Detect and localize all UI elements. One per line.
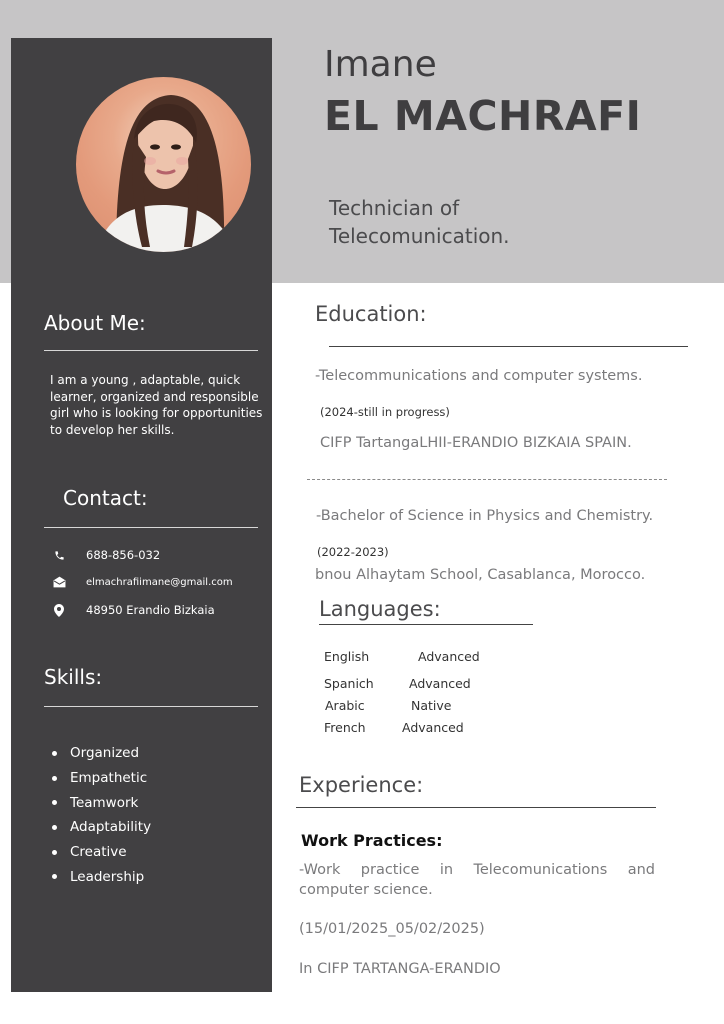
bullet-icon bbox=[52, 825, 57, 830]
contact-address-row bbox=[50, 603, 215, 617]
skill-item bbox=[52, 840, 151, 865]
education-period-1: (2024-still in progress) bbox=[320, 405, 450, 419]
bullet-icon bbox=[52, 751, 57, 756]
about-divider bbox=[44, 350, 258, 351]
experience-subheading: Work Practices: bbox=[301, 831, 443, 850]
language-row bbox=[324, 720, 464, 735]
experience-divider bbox=[296, 807, 656, 808]
language-name: Arabic bbox=[325, 698, 365, 713]
job-title-line-2: Telecomunication. bbox=[329, 224, 510, 248]
envelope-open-icon bbox=[50, 575, 68, 589]
language-level: Native bbox=[411, 698, 452, 713]
skill-item bbox=[52, 741, 151, 766]
job-title-line-1: Technician of bbox=[329, 196, 460, 220]
contact-heading: Contact: bbox=[63, 486, 148, 510]
about-heading: About Me: bbox=[44, 311, 146, 335]
about-text: I am a young , adaptable, quick learner, organized and responsible girl who is looking for opportunities to develop her skills. bbox=[50, 373, 263, 437]
experience-description: -Work practice in Telecomunications and computer science. bbox=[299, 862, 655, 898]
phone-icon bbox=[50, 548, 68, 562]
location-pin-icon bbox=[50, 603, 68, 617]
contact-email-row bbox=[50, 575, 233, 589]
education-separator bbox=[307, 479, 667, 480]
skills-heading: Skills: bbox=[44, 665, 103, 689]
contact-email[interactable]: elmachrafiimane@gmail.com bbox=[86, 576, 233, 588]
skill-label: Teamwork bbox=[70, 794, 139, 811]
skill-label: Organized bbox=[70, 745, 140, 762]
language-level: Advanced bbox=[402, 720, 464, 735]
language-row bbox=[324, 649, 480, 664]
language-row bbox=[324, 676, 471, 691]
skill-item bbox=[52, 790, 151, 815]
languages-divider bbox=[319, 624, 533, 625]
last-name: EL MACHRAFI bbox=[324, 92, 642, 140]
skills-list bbox=[52, 741, 151, 889]
education-place-1: CIFP TartangaLHII-ERANDIO BIZKAIA SPAIN. bbox=[320, 435, 632, 451]
education-place-2: bnou Alhaytam School, Casablanca, Morocco. bbox=[315, 567, 646, 583]
job-title bbox=[329, 194, 589, 250]
first-name: Imane bbox=[324, 44, 437, 85]
language-name: Spanich bbox=[324, 676, 374, 691]
bullet-icon bbox=[52, 874, 57, 879]
education-period-2: (2022-2023) bbox=[317, 545, 389, 559]
skill-label: Empathetic bbox=[70, 770, 148, 787]
experience-heading: Experience: bbox=[299, 773, 424, 797]
skill-label: Creative bbox=[70, 844, 127, 861]
skill-label: Adaptability bbox=[70, 819, 152, 836]
language-level: Advanced bbox=[409, 676, 471, 691]
education-title-1: -Telecommunications and computer systems. bbox=[315, 368, 643, 384]
education-title-2: -Bachelor of Science in Physics and Chemistry. bbox=[316, 508, 654, 524]
contact-divider bbox=[44, 527, 258, 528]
experience-place: In CIFP TARTANGA-ERANDIO bbox=[299, 961, 501, 977]
bullet-icon bbox=[52, 800, 57, 805]
portrait-illustration bbox=[76, 77, 251, 252]
skill-item bbox=[52, 815, 151, 840]
language-level: Advanced bbox=[418, 649, 480, 664]
contact-phone-row bbox=[50, 548, 160, 562]
education-divider bbox=[329, 346, 688, 347]
experience-dates: (15/01/2025_05/02/2025) bbox=[299, 921, 485, 937]
skill-item bbox=[52, 766, 151, 791]
bullet-icon bbox=[52, 850, 57, 855]
language-name: French bbox=[324, 720, 366, 735]
language-row bbox=[325, 698, 451, 713]
contact-address: 48950 Erandio Bizkaia bbox=[86, 603, 215, 617]
languages-heading: Languages: bbox=[319, 597, 441, 621]
bullet-icon bbox=[52, 776, 57, 781]
profile-photo bbox=[76, 77, 251, 252]
education-heading: Education: bbox=[315, 302, 427, 326]
contact-phone: 688-856-032 bbox=[86, 548, 161, 562]
skill-label: Leadership bbox=[70, 868, 145, 885]
skill-item bbox=[52, 864, 151, 889]
skills-divider bbox=[44, 706, 258, 707]
language-name: English bbox=[324, 649, 370, 664]
